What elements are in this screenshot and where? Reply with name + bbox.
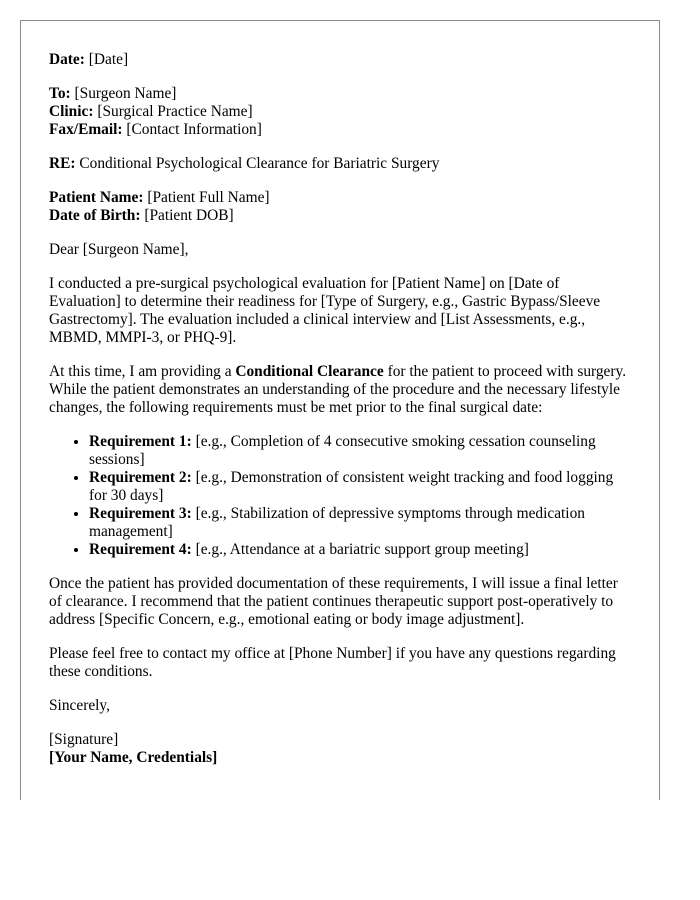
clinic-line <box>49 103 631 121</box>
clearance-text-before: At this time, I am providing a <box>49 363 236 380</box>
clearance-emphasis: Conditional Clearance <box>235 363 384 380</box>
to-value: [Surgeon Name] <box>74 85 177 102</box>
clinic-value: [Surgical Practice Name] <box>97 103 253 120</box>
requirement-text: [e.g., Stabilization of depressive symptoms through medication management] <box>89 505 585 540</box>
date-line <box>49 51 631 69</box>
re-value: Conditional Psychological Clearance for Bariatric Surgery <box>79 155 440 172</box>
to-line <box>49 85 631 103</box>
requirements-list <box>49 433 631 559</box>
clearance-text-after: for the patient to proceed with surgery. While the patient demonstrates an understanding of the procedure and the necessary lifestyle changes, the following requirements must be met prior to the final surgical date: <box>49 363 627 416</box>
clearance-paragraph <box>49 363 631 417</box>
requirement-label: Requirement 2: <box>89 469 192 486</box>
requirement-text: [e.g., Attendance at a bariatric support group meeting] <box>191 541 529 558</box>
date-value: [Date] <box>88 51 129 68</box>
signature-placeholder: [Signature] <box>49 731 119 748</box>
salutation: Dear [Surgeon Name], <box>49 241 189 258</box>
patient-name-value: [Patient Full Name] <box>147 189 270 206</box>
name-credentials <box>49 749 631 767</box>
name-credentials-text: [Your Name, Credentials] <box>49 749 218 766</box>
re-label: RE: <box>49 155 76 172</box>
requirement-label: Requirement 3: <box>89 505 192 522</box>
dob-label: Date of Birth: <box>49 207 141 224</box>
requirement-label: Requirement 4: <box>89 541 192 558</box>
followup-paragraph: Once the patient has provided documentation of these requirements, I will issue a final letter of clearance. I recommend that the patient continues therapeutic support post-operatively to address [Specific Concern, e.g., emotional eating or body image adjustment]. <box>49 575 618 628</box>
list-item <box>89 469 631 505</box>
patient-name-label: Patient Name: <box>49 189 144 206</box>
recipient-block <box>49 85 631 139</box>
requirement-text: [e.g., Demonstration of consistent weight tracking and food logging for 30 days] <box>89 469 614 504</box>
contact-value: [Contact Information] <box>126 121 262 138</box>
sign-off: Sincerely, <box>49 697 110 714</box>
contact-paragraph: Please feel free to contact my office at [Phone Number] if you have any questions regarding these conditions. <box>49 645 616 680</box>
list-item <box>89 505 631 541</box>
contact-label: Fax/Email: <box>49 121 123 138</box>
to-label: To: <box>49 85 71 102</box>
subject-line <box>49 155 631 173</box>
requirement-text: [e.g., Completion of 4 consecutive smoking cessation counseling sessions] <box>89 433 596 468</box>
list-item <box>89 433 631 469</box>
letter-document <box>20 20 660 800</box>
signature-block <box>49 731 631 767</box>
requirement-label: Requirement 1: <box>89 433 192 450</box>
contact-line <box>49 121 631 139</box>
dob-value: [Patient DOB] <box>144 207 234 224</box>
patient-block <box>49 189 631 225</box>
date-label: Date: <box>49 51 85 68</box>
list-item <box>89 541 631 559</box>
dob-line <box>49 207 631 225</box>
clinic-label: Clinic: <box>49 103 94 120</box>
patient-name-line <box>49 189 631 207</box>
evaluation-paragraph: I conducted a pre-surgical psychological evaluation for [Patient Name] on [Date of Evaluation] to determine their readiness for [Type of Surgery, e.g., Gastric Bypass/Sleeve Gastrectomy]. The evaluation included a clinical interview and [List Assessments, e.g., MBMD, MMPI-3, or PHQ-9]. <box>49 275 601 346</box>
